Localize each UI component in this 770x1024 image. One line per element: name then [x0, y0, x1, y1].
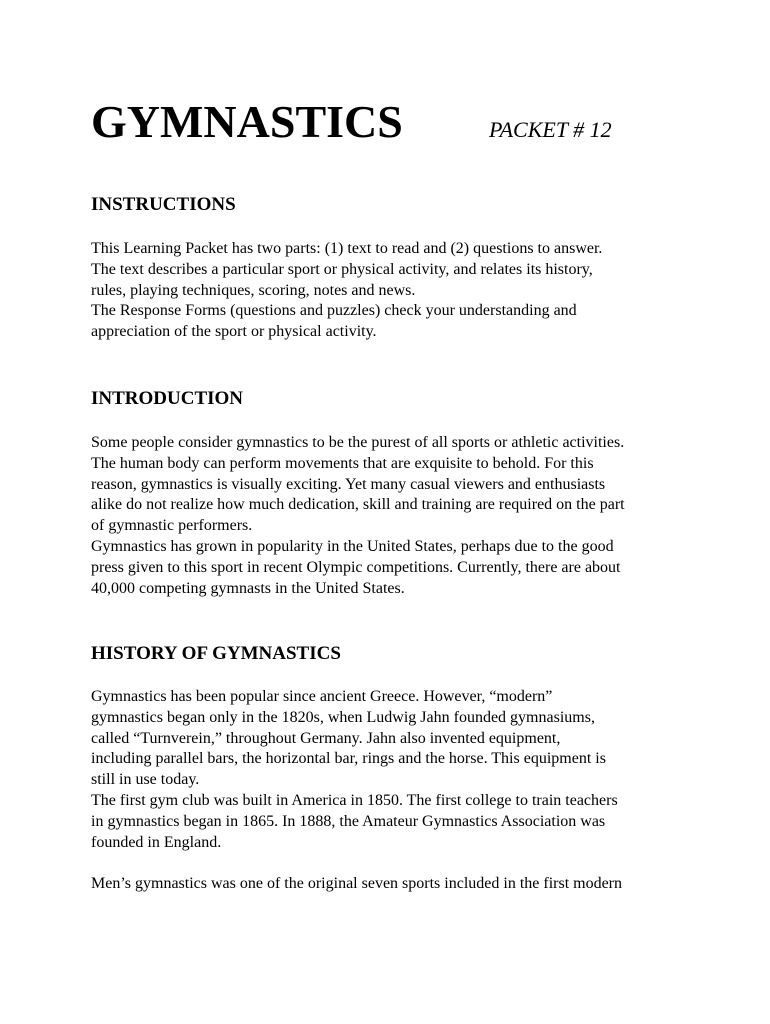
document-title: GYMNASTICS [91, 96, 403, 147]
text-line: founded in England. [91, 833, 222, 851]
history-heading: HISTORY OF GYMNASTICS [91, 643, 341, 664]
packet-number: PACKET # 12 [489, 117, 612, 142]
text-line: appreciation of the sport or physical activity. [91, 323, 377, 341]
text-line: The first gym club was built in America in 1850. The first college to train teachers [91, 791, 618, 809]
text-line: including parallel bars, the horizontal bar, rings and the horse. This equipment is [91, 750, 606, 768]
introduction-heading: INTRODUCTION [91, 388, 244, 409]
text-line: in gymnastics began in 1865. In 1888, the Amateur Gymnastics Association was [91, 812, 606, 830]
text-line: The human body can perform movements that are exquisite to behold. For this [91, 454, 594, 472]
text-line: Gymnastics has been popular since ancient Greece. However, “modern” [91, 688, 553, 705]
text-line: Some people consider gymnastics to be the purest of all sports or athletic activities. [91, 434, 625, 451]
text-line: gymnastics began only in the 1820s, when Ludwig Jahn founded gymnasiums, [91, 708, 595, 726]
history-paragraph [91, 687, 691, 895]
text-line: rules, playing techniques, scoring, notes and news. [91, 281, 416, 299]
instructions-heading: INSTRUCTIONS [91, 194, 236, 215]
text-line: Gymnastics has grown in popularity in the United States, perhaps due to the good [91, 537, 614, 555]
text-line: of gymnastic performers. [91, 517, 253, 535]
introduction-paragraph [91, 433, 691, 599]
text-line: The text describes a particular sport or physical activity, and relates its history, [91, 260, 593, 278]
text-line: This Learning Packet has two parts: (1) text to read and (2) questions to answer. [91, 240, 603, 257]
paragraph-spacer [91, 853, 691, 874]
text-line: 40,000 competing gymnasts in the United States. [91, 579, 405, 597]
text-line: called “Turnverein,” throughout Germany. Jahn also invented equipment, [91, 729, 561, 747]
instructions-paragraph [91, 239, 691, 343]
text-line: press given to this sport in recent Olympic competitions. Currently, there are about [91, 558, 621, 576]
text-line: alike do not realize how much dedication, skill and training are required on the part [91, 496, 625, 514]
text-line: still in use today. [91, 771, 200, 789]
text-line: The Response Forms (questions and puzzles) check your understanding and [91, 302, 577, 320]
text-line: reason, gymnastics is visually exciting. Yet many casual viewers and enthusiasts [91, 475, 606, 493]
text-line: Men’s gymnastics was one of the original seven sports included in the first modern [91, 875, 623, 893]
